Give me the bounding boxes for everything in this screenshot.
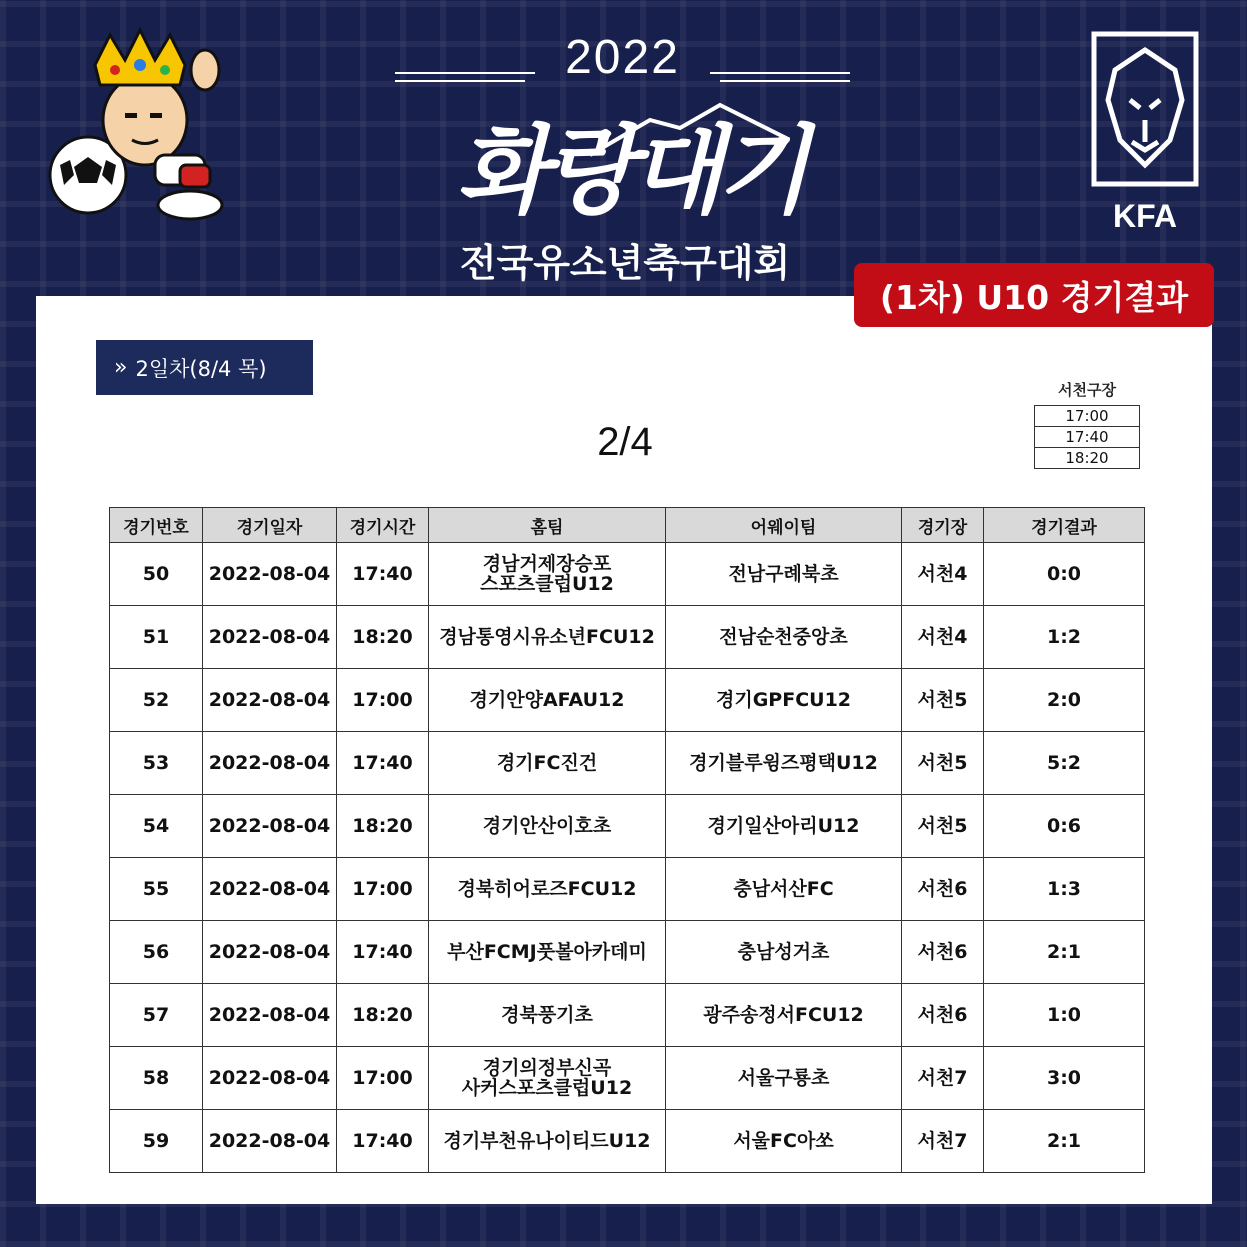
- table-row: [110, 1110, 1145, 1173]
- venue-time-box: [1034, 379, 1140, 469]
- venue-times: [1034, 405, 1140, 469]
- home-team: 경남거제장승포 스포츠클럽U12: [429, 543, 666, 606]
- match-time: 17:40: [337, 921, 429, 984]
- match-date: 2022-08-04: [203, 543, 337, 606]
- table-row: [110, 606, 1145, 669]
- home-team: 경기FC진건: [429, 732, 666, 795]
- away-team: 충남서산FC: [666, 858, 902, 921]
- event-subtitle: 전국유소년축구대회: [459, 241, 791, 285]
- table-row: [110, 921, 1145, 984]
- table-row: [110, 543, 1145, 606]
- match-score: 5:2: [984, 732, 1145, 795]
- column-header: 경기결과: [984, 508, 1145, 543]
- field-name: 서천5: [902, 795, 984, 858]
- field-name: 서천6: [902, 984, 984, 1047]
- match-date: 2022-08-04: [203, 858, 337, 921]
- venue-time: 18:20: [1065, 449, 1109, 467]
- away-team: 경기GPFCU12: [666, 669, 902, 732]
- match-score: 1:2: [984, 606, 1145, 669]
- match-date: 2022-08-04: [203, 732, 337, 795]
- table-header-row: [110, 508, 1145, 543]
- home-team: 경기안양AFAU12: [429, 669, 666, 732]
- match-score: 2:1: [984, 1110, 1145, 1173]
- table-row: [110, 858, 1145, 921]
- match-number: 54: [110, 795, 203, 858]
- table-row: [110, 1047, 1145, 1110]
- match-score: 2:1: [984, 921, 1145, 984]
- mascot-image: [40, 25, 230, 225]
- away-team: 전남순천중앙초: [666, 606, 902, 669]
- year-text: 2022: [565, 31, 680, 84]
- away-team: 전남구례북초: [666, 543, 902, 606]
- match-date: 2022-08-04: [203, 795, 337, 858]
- column-header: 어웨이팀: [666, 508, 902, 543]
- match-time: 17:00: [337, 1047, 429, 1110]
- venue-time: 17:00: [1035, 406, 1139, 427]
- field-name: 서천4: [902, 543, 984, 606]
- column-header: 경기장: [902, 508, 984, 543]
- field-name: 서천5: [902, 732, 984, 795]
- home-team: 경북히어로즈FCU12: [429, 858, 666, 921]
- table-row: [110, 984, 1145, 1047]
- match-time: 18:20: [337, 795, 429, 858]
- match-score: 0:6: [984, 795, 1145, 858]
- column-header: 경기번호: [110, 508, 203, 543]
- match-score: 2:0: [984, 669, 1145, 732]
- match-date: 2022-08-04: [203, 921, 337, 984]
- table-row: [110, 795, 1145, 858]
- match-date: 2022-08-04: [203, 1110, 337, 1173]
- column-header: 경기시간: [337, 508, 429, 543]
- results-table: [109, 507, 1145, 1173]
- match-date: 2022-08-04: [203, 606, 337, 669]
- table-row: [110, 732, 1145, 795]
- match-number: 57: [110, 984, 203, 1047]
- field-name: 서천7: [902, 1110, 984, 1173]
- match-number: 56: [110, 921, 203, 984]
- match-number: 55: [110, 858, 203, 921]
- match-number: 58: [110, 1047, 203, 1110]
- home-team: 경남통영시유소년FCU12: [429, 606, 666, 669]
- kfa-wordmark: KFA: [1113, 198, 1177, 234]
- match-date: 2022-08-04: [203, 669, 337, 732]
- match-date: 2022-08-04: [203, 1047, 337, 1110]
- away-team: 충남성거초: [666, 921, 902, 984]
- year-heading: [395, 28, 850, 88]
- match-score: 3:0: [984, 1047, 1145, 1110]
- home-team: 부산FCMJ풋볼아카데미: [429, 921, 666, 984]
- venue-name: 서천구장: [1058, 381, 1116, 399]
- match-date: 2022-08-04: [203, 984, 337, 1047]
- field-name: 서천6: [902, 858, 984, 921]
- match-number: 59: [110, 1110, 203, 1173]
- match-time: 17:40: [337, 543, 429, 606]
- result-badge: (1차) U10 경기결과: [854, 263, 1214, 327]
- field-name: 서천4: [902, 606, 984, 669]
- match-number: 50: [110, 543, 203, 606]
- match-score: 1:3: [984, 858, 1145, 921]
- home-team: 경기의정부신곡 사커스포츠클럽U12: [429, 1047, 666, 1110]
- match-time: 17:00: [337, 669, 429, 732]
- chevron-right-icon: »: [114, 355, 128, 380]
- match-number: 53: [110, 732, 203, 795]
- day-tag-label: 2일차(8/4 목): [135, 356, 267, 381]
- away-team: 서울구룡초: [666, 1047, 902, 1110]
- field-name: 서천6: [902, 921, 984, 984]
- table-row: [110, 669, 1145, 732]
- away-team: 서울FC아쏘: [666, 1110, 902, 1173]
- match-number: 51: [110, 606, 203, 669]
- venue-time: 17:40: [1035, 427, 1139, 448]
- match-time: 17:40: [337, 732, 429, 795]
- field-name: 서천7: [902, 1047, 984, 1110]
- home-team: 경북풍기초: [429, 984, 666, 1047]
- match-score: 0:0: [984, 543, 1145, 606]
- away-team: 경기블루윙즈평택U12: [666, 732, 902, 795]
- match-number: 52: [110, 669, 203, 732]
- page-indicator: 2/4: [597, 420, 653, 464]
- home-team: 경기안산이호초: [429, 795, 666, 858]
- match-time: 17:40: [337, 1110, 429, 1173]
- match-time: 18:20: [337, 606, 429, 669]
- day-tag: [96, 340, 313, 395]
- away-team: 광주송정서FCU12: [666, 984, 902, 1047]
- match-score: 1:0: [984, 984, 1145, 1047]
- away-team: 경기일산아리U12: [666, 795, 902, 858]
- field-name: 서천5: [902, 669, 984, 732]
- column-header: 홈팀: [429, 508, 666, 543]
- match-time: 17:00: [337, 858, 429, 921]
- match-time: 18:20: [337, 984, 429, 1047]
- home-team: 경기부천유나이티드U12: [429, 1110, 666, 1173]
- column-header: 경기일자: [203, 508, 337, 543]
- event-title: 화랑대기: [456, 114, 804, 227]
